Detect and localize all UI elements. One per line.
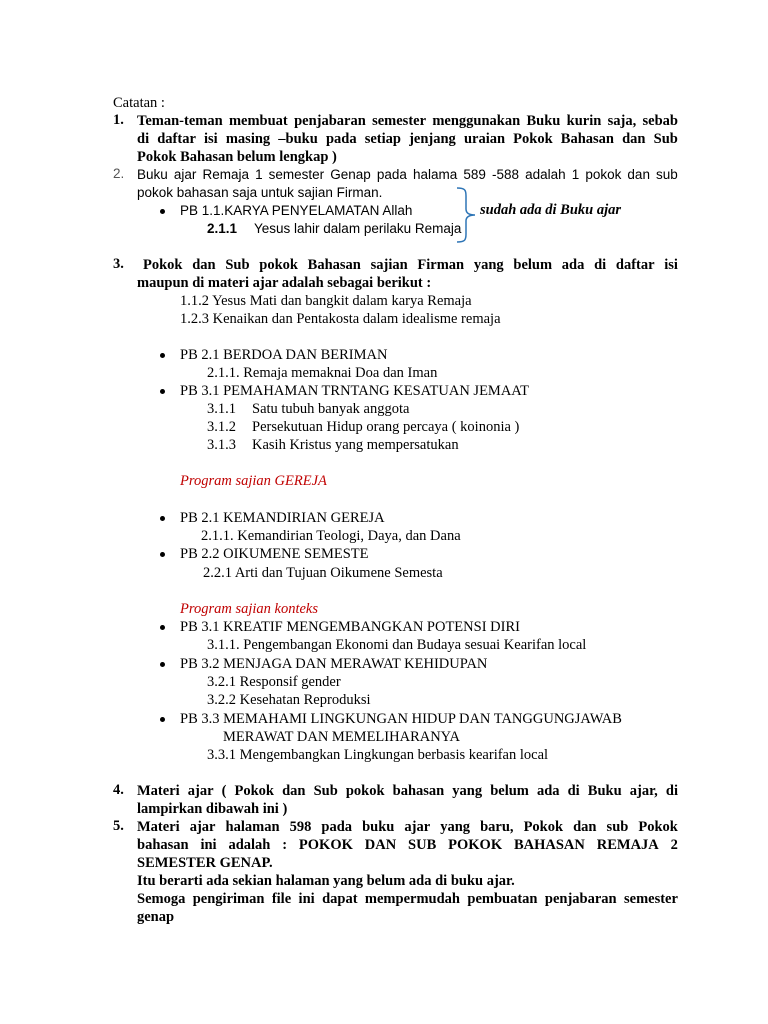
word: yang	[452, 783, 483, 799]
pb-3-1-sub-2-num: 3.1.2	[207, 419, 236, 435]
item-1-line-1	[137, 112, 678, 130]
word: halaman	[225, 819, 280, 835]
word: sub	[606, 819, 629, 835]
pb-2-1-sub: 2.1.1. Remaja memaknai Doa dan Iman	[207, 365, 438, 381]
word: ini	[200, 837, 217, 853]
konteks-heading: Program sajian konteks	[180, 601, 319, 617]
word: di	[665, 783, 678, 799]
item-5-line-6: genap	[137, 909, 175, 925]
word: Pokok	[523, 819, 564, 835]
item-3-sub-2: 1.2.3 Kenaikan dan Pentakosta dalam idealisme remaja	[180, 311, 501, 327]
pb-3-1-sub-3-text: Kasih Kristus yang mempersatukan	[252, 437, 459, 453]
gereja-pb-2-1-sub: 2.1.1. Kemandirian Teologi, Daya, dan Dana	[201, 528, 461, 544]
word: belum	[513, 257, 553, 273]
word: bahasan	[137, 837, 189, 853]
bullet-icon	[160, 625, 165, 630]
item-3-line-1	[143, 256, 678, 274]
bullet-icon	[160, 353, 165, 358]
word: pembuatan	[467, 891, 538, 907]
word: 1	[255, 167, 263, 182]
word: halama	[413, 167, 458, 182]
item-1-number: 1.	[113, 112, 124, 128]
word: Sub	[313, 783, 338, 799]
word: setiap	[364, 131, 401, 147]
word: 2	[670, 837, 678, 853]
word: sub	[656, 167, 678, 182]
bullet-icon	[160, 662, 165, 667]
word: semester	[372, 113, 427, 129]
word: pada	[376, 167, 407, 182]
word: kurin	[566, 113, 602, 129]
gereja-heading: Program sajian GEREJA	[180, 473, 327, 489]
word: Pokok	[234, 783, 275, 799]
item-3-number: 3.	[113, 256, 124, 272]
pb-3-1-sub-1-num: 3.1.1	[207, 401, 236, 417]
word: membuat	[228, 113, 288, 129]
word: Buku	[137, 167, 168, 182]
word: isi	[664, 257, 678, 273]
word: masing	[225, 131, 271, 147]
word: penjabaran	[544, 891, 617, 907]
konteks-pb-3-3-line-1: PB 3.3 MEMAHAMI LINGKUNGAN HIDUP DAN TANGGUNGJAWAB	[180, 711, 622, 727]
word: belum	[490, 783, 529, 799]
item-2-line-2: pokok bahasan saja untuk sajian Firman.	[137, 185, 383, 200]
word: ajar	[187, 783, 214, 799]
item-5-line-3: SEMESTER GENAP.	[137, 855, 273, 871]
item-4-line-2: lampirkan dibawah ini )	[137, 801, 288, 817]
word: ajar	[189, 819, 216, 835]
konteks-pb-3-1-sub: 3.1.1. Pengembangan Ekonomi dan Budaya sesuai Kearifan local	[207, 637, 587, 653]
word: dan	[192, 257, 216, 273]
word: ada	[536, 783, 560, 799]
word: Materi	[137, 819, 180, 835]
word: Buku	[526, 113, 561, 129]
word: bahasan	[392, 783, 445, 799]
konteks-pb-3-2: PB 3.2 MENJAGA DAN MERAWAT KEHIDUPAN	[180, 656, 488, 672]
word: DAN	[364, 837, 397, 853]
word: Bahasan	[307, 257, 361, 273]
word: di	[137, 131, 150, 147]
gereja-pb-2-1: PB 2.1 KEMANDIRIAN GEREJA	[180, 510, 385, 526]
word: dan	[573, 819, 597, 835]
pb-3-1-sub-1-text: Satu tubuh banyak anggota	[252, 401, 410, 417]
item-2-number: 2.	[113, 166, 125, 181]
notes-title: Catatan :	[113, 95, 165, 111]
item-1-line-2	[137, 130, 678, 148]
item-5-line-1	[137, 818, 678, 836]
word: pokok	[585, 167, 622, 182]
word: semester	[623, 891, 678, 907]
word: jenjang	[409, 131, 456, 147]
brace-icon	[455, 186, 479, 244]
word: ajar	[404, 819, 431, 835]
word: ajar,	[629, 783, 658, 799]
word: POKOK	[448, 837, 503, 853]
word: Materi	[137, 783, 180, 799]
word: ajar	[173, 167, 197, 182]
word: REMAJA	[596, 837, 659, 853]
item-5-number: 5.	[113, 818, 124, 834]
pb-3-1-title: PB 3.1 PEMAHAMAN TRNTANG KESATUAN JEMAAT	[180, 383, 530, 399]
word: baru,	[480, 819, 514, 835]
word: Pokok	[143, 257, 183, 273]
word: mempermudah	[364, 891, 460, 907]
item-3-sub-1: 1.1.2 Yesus Mati dan bangkit dalam karya Remaja	[180, 293, 472, 309]
item-4-line-1	[137, 782, 678, 800]
word: Remaja	[202, 167, 249, 182]
word: (	[221, 783, 227, 799]
word: dan	[622, 131, 646, 147]
item-2-bullet: PB 1.1.KARYA PENYELAMATAN Allah	[180, 203, 413, 218]
word: yang	[440, 819, 471, 835]
word: sajian	[370, 257, 408, 273]
word: pada	[321, 819, 353, 835]
bullet-icon	[160, 516, 165, 521]
word: di	[594, 257, 607, 273]
word: pada	[325, 131, 357, 147]
word: pokok	[345, 783, 385, 799]
word: isi	[204, 131, 218, 147]
item-5-line-2	[137, 836, 678, 854]
word: Pokok	[638, 819, 678, 835]
word: yang	[473, 257, 504, 273]
item-5-line-4: Itu berarti ada sekian halaman yang belum ada di buku ajar.	[137, 873, 515, 889]
word: 589	[463, 167, 486, 182]
bullet-icon	[160, 552, 165, 557]
word: SUB	[408, 837, 437, 853]
word: Genap	[330, 167, 371, 182]
word: Bahasan	[560, 131, 614, 147]
word: pengiriman	[192, 891, 265, 907]
word: ada	[561, 257, 585, 273]
word: daftar	[615, 257, 655, 273]
word: ini	[298, 891, 315, 907]
word: adalah	[525, 167, 566, 182]
word: di	[567, 783, 580, 799]
word: buku	[362, 819, 395, 835]
item-1-line-3: Pokok Bahasan belum lengkap )	[137, 149, 337, 165]
word: dan	[627, 167, 650, 182]
item-2-sub-number: 2.1.1	[207, 221, 238, 236]
word: Sub	[653, 131, 678, 147]
word: sebab	[642, 113, 678, 129]
word: file	[271, 891, 292, 907]
item-3-line-2: maupun di materi ajar adalah sebagai berikut :	[137, 275, 432, 291]
word: Pokok	[513, 131, 553, 147]
konteks-pb-3-3-sub: 3.3.1 Mengembangkan Lingkungan berbasis kearifan local	[207, 747, 549, 763]
word: dapat	[322, 891, 358, 907]
konteks-pb-3-1: PB 3.1 KREATIF MENGEMBANGKAN POTENSI DIRI	[180, 619, 520, 635]
gereja-pb-2-2: PB 2.2 OIKUMENE SEMESTE	[180, 546, 369, 562]
word: 1	[571, 167, 580, 182]
word: –buku	[278, 131, 318, 147]
gereja-pb-2-2-sub: 2.2.1 Arti dan Tujuan Oikumene Semesta	[203, 565, 443, 581]
word: saja,	[607, 113, 637, 129]
word: -588	[491, 167, 520, 182]
pb-3-1-sub-3-num: 3.1.3	[207, 437, 236, 453]
word: adalah	[228, 837, 271, 853]
konteks-pb-3-3-line-2: MERAWAT DAN MEMELIHARANYA	[223, 729, 461, 745]
word: semester	[268, 167, 325, 182]
word: Sub	[225, 257, 250, 273]
word: penjabaran	[294, 113, 366, 129]
konteks-pb-3-2-sub-2: 3.2.2 Kesehatan Reproduksi	[207, 692, 371, 708]
pb-2-1-title: PB 2.1 BERDOA DAN BERIMAN	[180, 347, 388, 363]
word: uraian	[463, 131, 506, 147]
word: menggunakan	[432, 113, 521, 129]
item-2-sub-text: Yesus lahir dalam perilaku Remaja	[254, 221, 462, 236]
word: BAHASAN	[513, 837, 585, 853]
bullet-icon	[160, 209, 165, 214]
word: Firman	[417, 257, 465, 273]
bullet-icon	[160, 389, 165, 394]
pb-3-1-sub-2-text: Persekutuan Hidup orang percaya ( koinonia )	[252, 419, 520, 435]
word: POKOK	[298, 837, 353, 853]
item-4-number: 4.	[113, 782, 124, 798]
word: Teman-teman	[137, 113, 223, 129]
word: Buku	[587, 783, 622, 799]
word: 598	[289, 819, 312, 835]
bullet-icon	[160, 717, 165, 722]
word: pokok	[259, 257, 298, 273]
side-note: sudah ada di Buku ajar	[480, 202, 622, 218]
konteks-pb-3-2-sub-1: 3.2.1 Responsif gender	[207, 674, 341, 690]
word: dan	[282, 783, 306, 799]
item-2-line-1	[137, 166, 678, 184]
word: :	[282, 837, 288, 853]
item-5-line-5	[137, 890, 678, 908]
word: Semoga	[137, 891, 186, 907]
word: daftar	[157, 131, 196, 147]
